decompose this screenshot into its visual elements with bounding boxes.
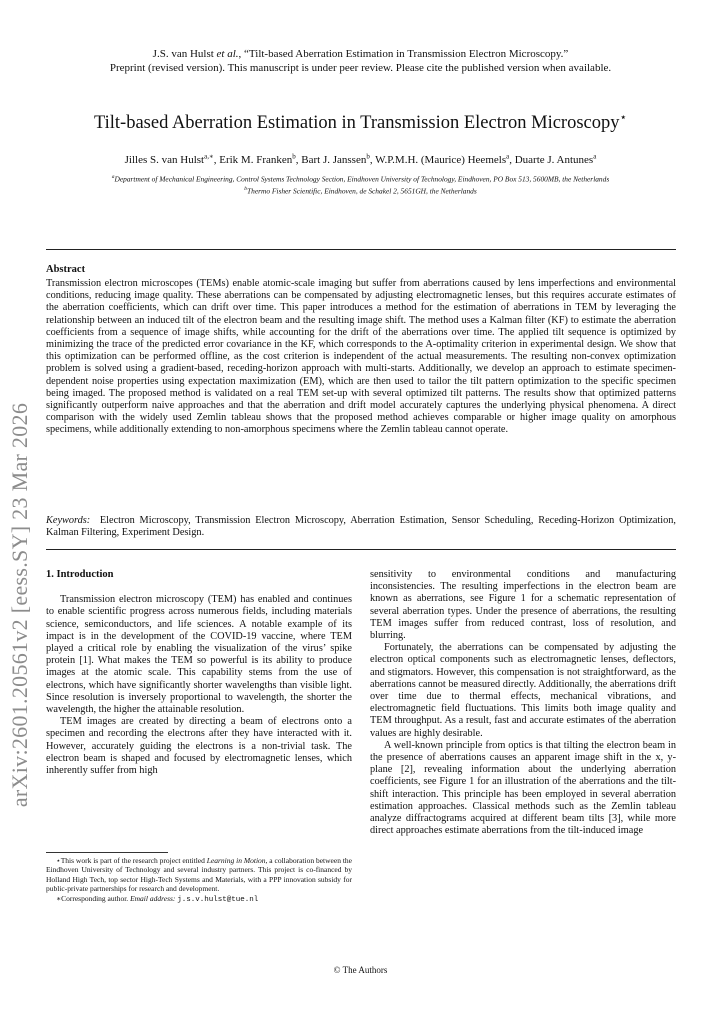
preprint-notice [0, 47, 721, 75]
fn1-prefix: ⋆This work is part of the research project entitled [56, 856, 207, 865]
keywords [46, 515, 676, 539]
author-affil-mark: a,∗ [204, 152, 214, 160]
author-list [0, 149, 721, 167]
email-address[interactable]: j.s.v.hulst@tue.nl [177, 895, 259, 904]
footnotes [46, 856, 352, 905]
author-affil-mark: a [506, 152, 510, 160]
author-separator: , [509, 153, 515, 166]
paragraph: Fortunately, the aberrations can be compensated by adjusting the electron optical components such as electromagnetic lenses, deflectors, and stigmators. However, this compensation is not straightforward, as the aberrations cannot be measured directly. Additionally, the aberrations drift over time due to thermal effects, mechanical vibrations, and electromagnetic field fluctuations. This limits both image quality and TEM throughput. As a result, fast and accurate estimates of the aberration values are highly desirable. [370, 642, 676, 739]
author [375, 154, 515, 166]
affiliation-mark: a [111, 174, 115, 180]
author-separator: , [213, 153, 220, 166]
author-name: Duarte J. Antunes [514, 153, 594, 166]
left-column [46, 569, 352, 777]
fn1-suffix: , a collaboration between the Eindhoven University of Technology and several industry partners. This project is co-financed by Holland High Tech, top sector High-Tech Systems and Materials, with a PPP innovation subsidy for public-private partnerships for research and development. [46, 856, 352, 894]
paper-title [0, 105, 721, 135]
header-divider [46, 249, 676, 250]
right-column [370, 569, 676, 837]
author-affil-mark: b [366, 152, 370, 160]
preprint-citation-line [0, 47, 721, 61]
affiliation [90, 184, 631, 196]
author [219, 154, 301, 166]
author-separator: , [295, 153, 302, 166]
author-separator: , [369, 153, 376, 166]
affiliation-text: Thermo Fisher Scientific, Eindhoven, de Schakel 2, 5651GH, the Netherlands [247, 186, 477, 196]
affiliation [90, 172, 631, 184]
fn1-project: Learning in Motion [206, 856, 266, 865]
author-affil-mark: a [593, 152, 597, 160]
title-footnote-mark: ⋆ [619, 110, 628, 124]
funding-footnote [46, 856, 352, 894]
abstract-text: Transmission electron microscopes (TEMs) enable atomic-scale imaging but suffer from aberrations caused by lens imperfections and environmental conditions, reducing image quality. These aberrations can be compensated by adjusting electromagnetic lenses, but this requires accurate estimates of the aberration coefficients, which can drift over time. This paper introduces a method for the estimation of aberrations in TEM by leveraging the relationship between an induced tilt of the electron beam and the resulting image shift. The method uses a Kalman filter (KF) to estimate the aberration coefficients from a sequence of image shifts, while accounting for the drift of the aberrations over time. The applied tilt sequence is optimized by minimizing the trace of the predicted error covariance in the KF, which corresponds to the A-optimality criterion in experimental design. We show that this optimization can be performed offline, as the cost criterion is independent of the actual measurements. The resulting non-convex optimization problem is solved using a gradient-based, receding-horizon approach with multi-starts. Additionally, we develop an approach to estimate specimen-dependent noise properties using expectation maximization (EM), which are then used to tailor the tilt pattern optimization to the specific specimen being imaged. The proposed method is validated on a real TEM set-up with several optimized tilt patterns. The results show that optimized patterns significantly outperform naive approaches and that the aberration and drift model accurately captures the underlying physical phenomena. A direct comparison with the widely used Zemlin tableau shows that the proposed method achieves comparable or higher image quality on amorphous specimens, while additionally extending to non-amorphous specimens where the Zemlin tableau cannot operate. [46, 278, 676, 436]
abstract-divider [46, 549, 676, 550]
paragraph: A well-known principle from optics is that tilting the electron beam in the presence of aberrations causes an apparent image shift in the x, y-plane [2], revealing information about the underlying aberration coefficients, see Figure 1 for an illustration of the aberrations and the tilt-shift interaction. This principle has been employed in several aberration estimation approaches. Classical methods such as the Zemlin tableau analyze diffractograms acquired at different beam tilts [3], while more direct approaches estimate aberrations from the tilt-induced image [370, 739, 676, 837]
fn2-prefix: ∗Corresponding author. [56, 893, 131, 903]
title-text: Tilt-based Aberration Estimation in Transmission Electron Microscopy [93, 113, 620, 134]
author-affil-mark: b [292, 152, 296, 160]
footnote-divider [46, 852, 168, 853]
paragraph: sensitivity to environmental conditions and manufacturing inconsistencies. The resulting imperfections in the electron beam are known as aberrations, see Figure 1 for a schematic representation of several aberration types. Under the presence of aberrations, the resulting TEM images suffer from reduced contrast, loss of resolution, and blurring. [370, 569, 676, 642]
author-name: Bart J. Janssen [301, 153, 367, 166]
paragraph: Transmission electron microscopy (TEM) has enabled and continues to enable scientific progress across numerous fields, including materials science, semiconductors, and life sciences. A notable example of its impact is in the development of the COVID-19 vaccine, where TEM played a critical role by enabling the visualization of the virus’ spike protein [1]. What makes the TEM so powerful is its ability to produce images at the atomic scale. This capability stems from the use of electrons, which have significantly shorter wavelengths than visible light. Since resolution is inversely proportional to wavelength, the shorter the wavelength, the higher the attainable resolution. [46, 594, 352, 716]
citation-prefix: J.S. van Hulst [152, 48, 217, 60]
author-name: Jilles S. van Hulst [124, 153, 205, 166]
author [125, 154, 220, 166]
arxiv-id: arXiv:2601.20561v2 [eess.SY] 23 Mar 2026 [7, 402, 32, 808]
author-name: Erik M. Franken [219, 153, 293, 166]
keywords-label: Keywords: [46, 515, 91, 526]
corresponding-author-footnote [46, 894, 352, 905]
affiliation-text: Department of Mechanical Engineering, Control Systems Technology Section, Eindhoven University of Technology, Eindhoven, PO Box 513, 5600MB, the Netherlands [114, 174, 610, 184]
abstract-heading: Abstract [46, 264, 86, 275]
citation-suffix: , “Tilt-based Aberration Estimation in Transmission Electron Microscopy.” [238, 48, 569, 60]
preprint-status-line: Preprint (revised version). This manuscript is under peer review. Please cite the published version when available. [109, 62, 612, 74]
paragraph: TEM images are created by directing a beam of electrons onto a specimen and recording the electrons after they have interacted with it. However, accurately guiding the electrons is a non-trivial task. The electron beam is shaped and focused by electromagnetic lenses, which inherently suffer from high [46, 716, 352, 777]
author [301, 154, 375, 166]
section-heading: 1. Introduction [46, 569, 114, 580]
affiliation-mark: b [244, 186, 248, 193]
citation-etal: et al. [216, 48, 239, 60]
affiliation-list [90, 172, 631, 197]
page-footer: © The Authors [333, 965, 388, 975]
author [515, 154, 597, 166]
author-name: W.P.M.H. (Maurice) Heemels [375, 153, 507, 166]
keywords-text: Electron Microscopy, Transmission Electron Microscopy, Aberration Estimation, Sensor Scheduling, Receding-Horizon Optimization, Kalman Filtering, Experiment Design. [46, 515, 676, 539]
fn2-email-label: Email address: [130, 893, 176, 903]
